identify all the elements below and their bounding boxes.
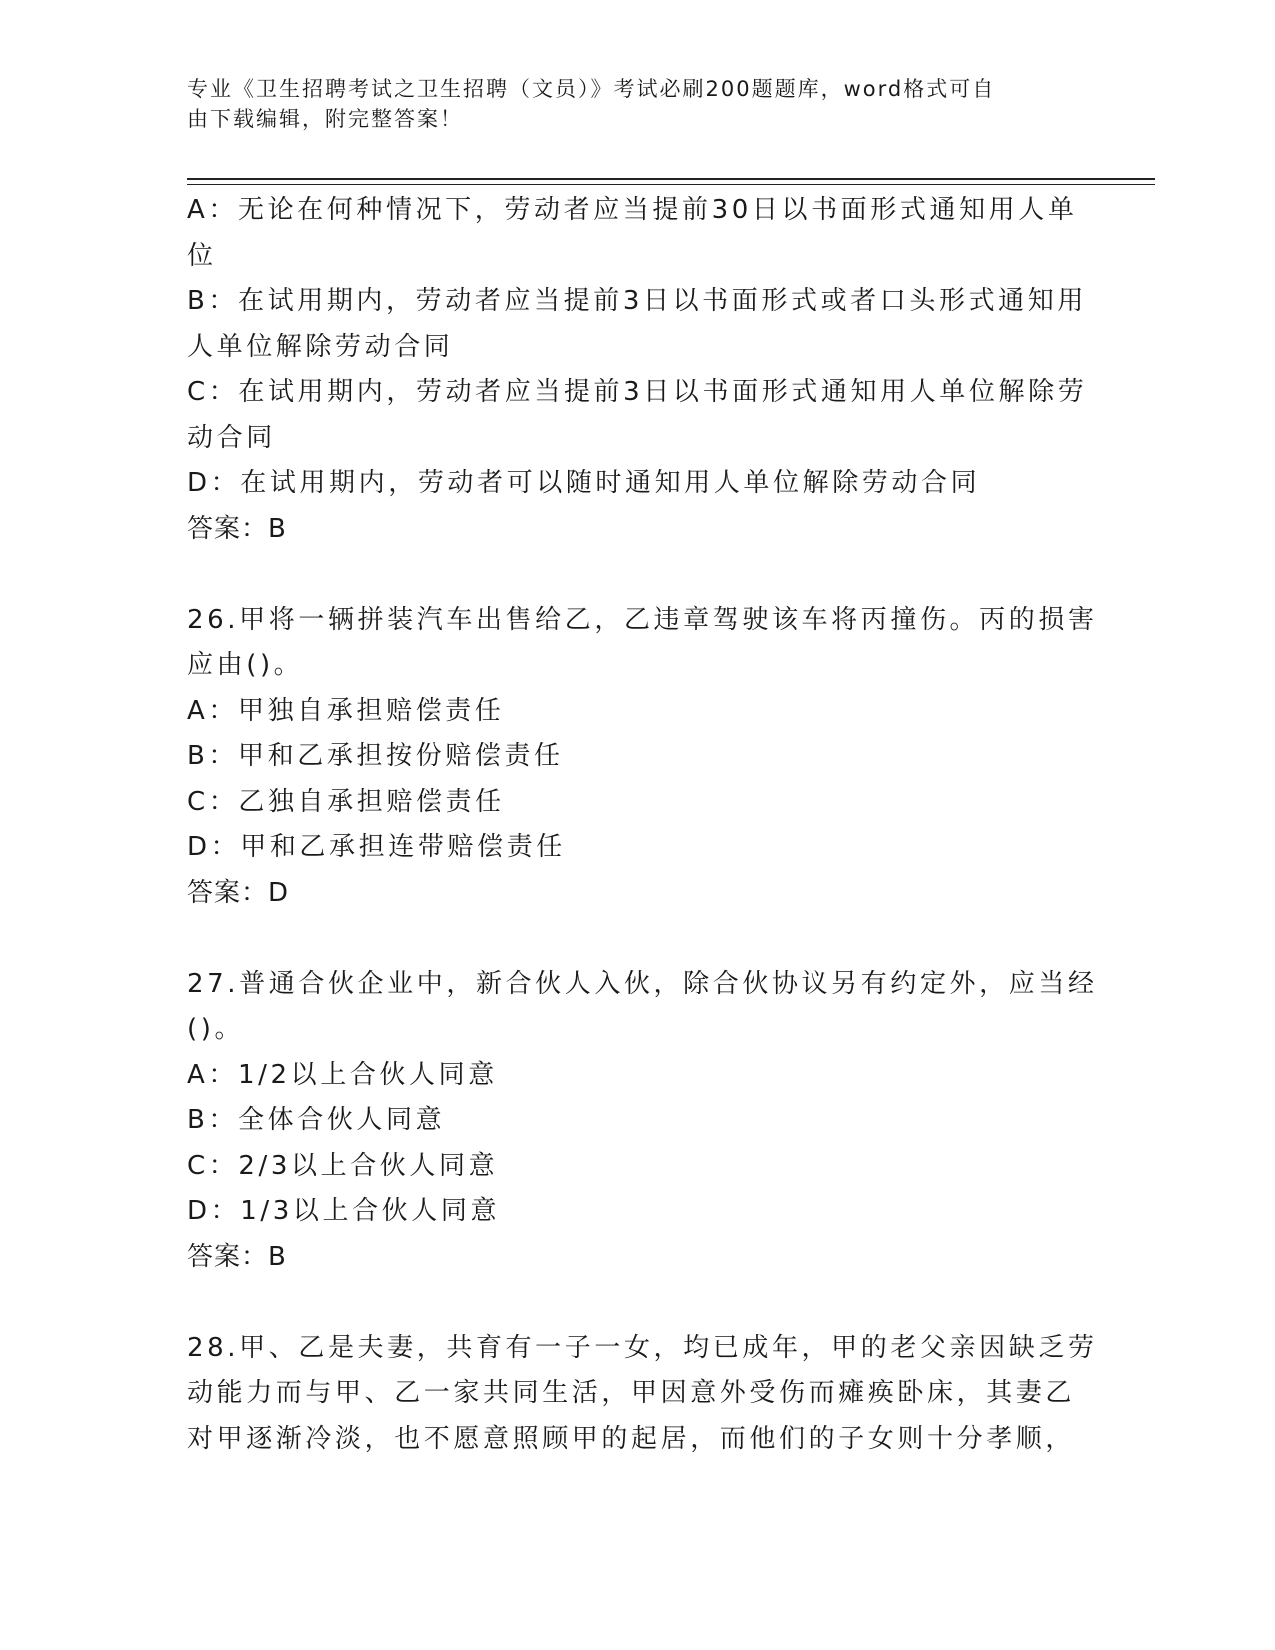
header-line-2: 由下载编辑，附完整答案！ [187,107,463,131]
spacer [187,916,1087,962]
q25-option-a-line-2: 位 [187,240,217,271]
header-line-1: 专业《卫生招聘考试之卫生招聘（文员）》考试必刷200题题库，word格式可自 [187,77,996,101]
q27-stem-line-1: 27.普通合伙企业中，新合伙人入伙，除合伙协议另有约定外，应当经 [187,968,1098,999]
q27-stem-line-2: ()。 [187,1014,245,1044]
q26-option-c: C：乙独自承担赔偿责任 [187,786,505,817]
q27-answer: 答案：B [187,1241,287,1272]
q26-stem-line-2: 应由()。 [187,650,304,680]
q27-option-d: D：1/3以上合伙人同意 [187,1196,501,1226]
q25-answer: 答案：B [187,513,287,544]
header-divider-thick [187,178,1155,180]
document-header [187,74,1077,134]
q25-option-d: D：在试用期内，劳动者可以随时通知用人单位解除劳动合同 [187,468,981,498]
q25-option-b-line-1: B：在试用期内，劳动者应当提前3日以书面形式或者口头形式通知用 [187,286,1087,316]
q25-option-b-line-2: 人单位解除劳动合同 [187,331,454,362]
q28-stem-line-3: 对甲逐渐冷淡，也不愿意照顾甲的起居，而他们的子女则十分孝顺， [187,1423,1076,1454]
question-26-block [187,598,1098,917]
q26-option-d: D：甲和乙承担连带赔偿责任 [187,832,566,862]
q25-option-c-line-1: C：在试用期内，劳动者应当提前3日以书面形式通知用人单位解除劳 [187,377,1088,407]
q28-stem-line-1: 28.甲、乙是夫妻，共育有一子一女，均已成年，甲的老父亲因缺乏劳 [187,1332,1098,1363]
question-28-block [187,1326,1098,1463]
q27-option-a: A：1/2以上合伙人同意 [187,1059,498,1090]
question-25-block [187,188,1087,552]
question-27-block [187,962,1098,1281]
header-divider-thin [187,184,1155,185]
q27-option-b: B：全体合伙人同意 [187,1105,446,1135]
q25-option-c-line-2: 动合同 [187,422,276,453]
q26-option-a: A：甲独自承担赔偿责任 [187,695,505,726]
q26-stem-line-1: 26.甲将一辆拼装汽车出售给乙，乙违章驾驶该车将丙撞伤。丙的损害 [187,604,1098,635]
spacer [187,552,1087,598]
q26-option-b: B：甲和乙承担按份赔偿责任 [187,741,564,771]
q27-option-c: C：2/3以上合伙人同意 [187,1150,499,1181]
spacer [187,1280,1087,1326]
q26-answer: 答案：D [187,877,290,908]
document-body [187,188,1098,1462]
q25-option-a-line-1: A：无论在何种情况下，劳动者应当提前30日以书面形式通知用人单 [187,195,1078,225]
q28-stem-line-2: 动能力而与甲、乙一家共同生活，甲因意外受伤而瘫痪卧床，其妻乙 [187,1378,1076,1408]
